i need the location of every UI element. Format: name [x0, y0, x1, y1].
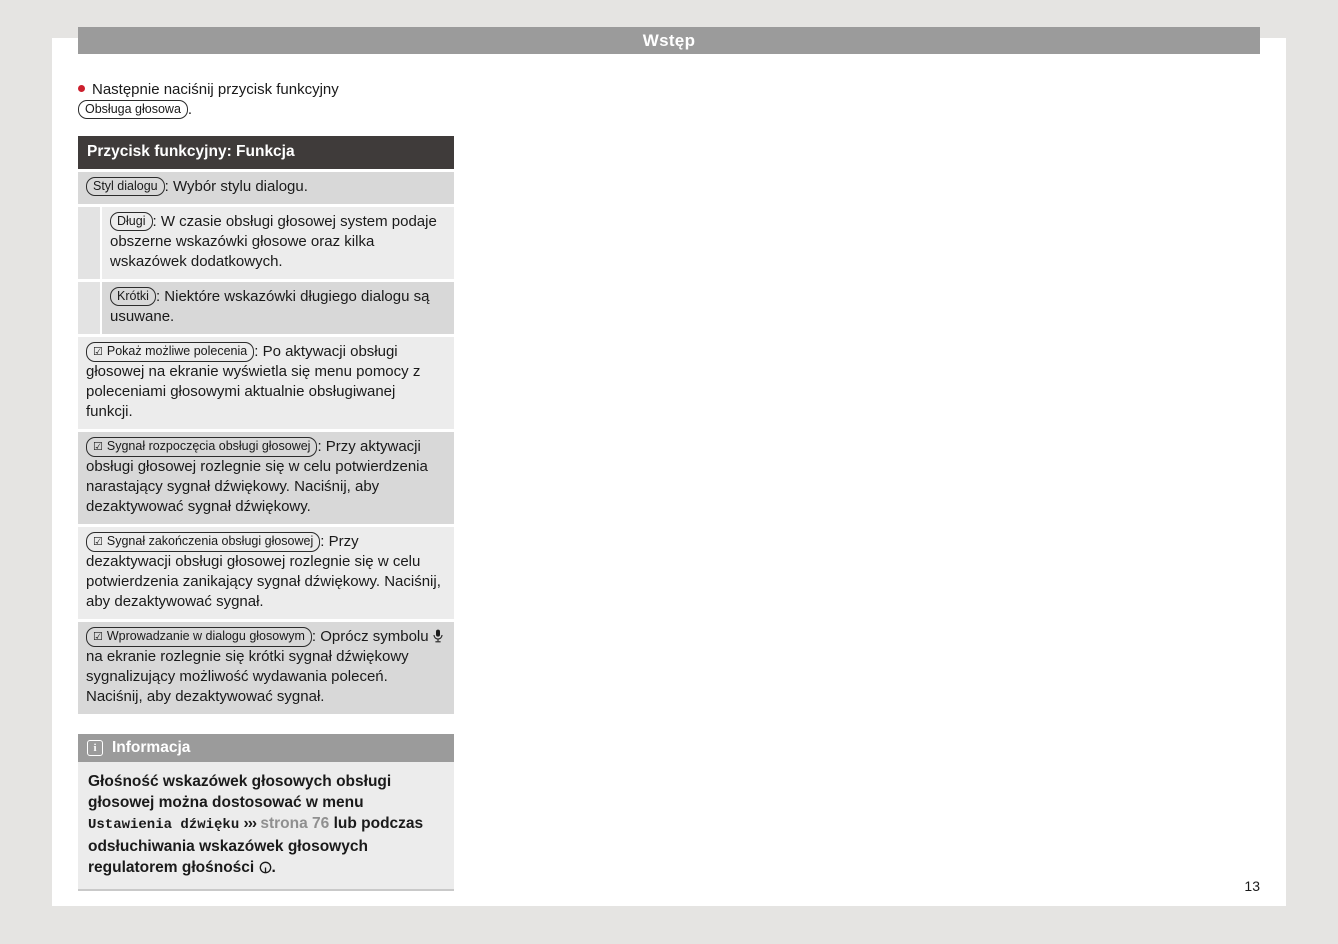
row-content: [78, 527, 454, 619]
table-header: Przycisk funkcyjny: Funkcja: [78, 136, 454, 169]
body-text: : Po aktywacji obsługi głosowej na ekranie wyświetla się menu pomocy z poleceniami głosowymi aktualnie obsługiwanej funkcji.: [86, 343, 421, 420]
menu-path-text: Ustawienia dźwięku: [88, 817, 240, 833]
table-row: [78, 172, 454, 204]
function-button-label: Sygnał rozpoczęcia obsługi głosowej: [106, 439, 311, 453]
row-content: [102, 207, 454, 279]
info-box-title: Informacja: [112, 739, 191, 756]
row-content: [102, 282, 454, 334]
body-text: : Oprócz symbolu: [311, 628, 433, 645]
body-text: : Niektóre wskazówki długiego dialogu są usuwane.: [110, 288, 430, 325]
row-content: [78, 432, 454, 524]
checkbox-function-button[interactable]: [86, 437, 317, 457]
info-box-body: [78, 762, 454, 891]
bullet-icon: [78, 85, 85, 92]
function-button-label: Krótki: [117, 289, 149, 303]
row-indent-cell: [78, 282, 100, 334]
manual-page: [52, 30, 1286, 906]
function-button[interactable]: [86, 177, 165, 196]
table-rows-container: [78, 172, 454, 714]
checkbox-function-button[interactable]: [86, 342, 254, 362]
body-text: lub podczas odsłuchiwania wskazówek głosowych regulatorem głośności: [88, 815, 424, 876]
function-button[interactable]: [110, 212, 153, 231]
checkbox-function-button[interactable]: [86, 627, 312, 647]
page-header-title: Wstęp: [642, 30, 696, 50]
table-row: [78, 207, 454, 279]
info-box: [78, 734, 454, 891]
row-content: [78, 622, 454, 714]
table-row: [78, 432, 454, 524]
intro-instruction: [78, 80, 454, 120]
row-content: [78, 337, 454, 429]
function-button-label: Sygnał zakończenia obsługi głosowej: [106, 534, 314, 548]
function-button-label: Długi: [117, 214, 146, 228]
cross-reference-chevrons: ›››: [243, 815, 257, 832]
function-button-label: Wprowadzanie w dialogu głosowym: [106, 629, 305, 643]
intro-suffix: .: [187, 101, 193, 118]
obsluga-glosowa-button[interactable]: Obsługa głosowa: [78, 100, 188, 119]
function-button-label: Styl dialogu: [93, 179, 158, 193]
info-icon: i: [87, 740, 103, 756]
function-table: [78, 136, 454, 714]
body-text: : Wybór stylu dialogu.: [164, 178, 308, 195]
body-text: : Przy aktywacji obsługi głosowej rozlegnie się w celu potwierdzenia narastający sygnał dźwiękowy. Naciśnij, aby dezaktywować sygnał dźwiękowy.: [86, 438, 428, 515]
page-number: 13: [1244, 878, 1260, 894]
checkbox-function-button[interactable]: [86, 532, 320, 552]
volume-knob-icon: [259, 857, 272, 878]
table-row: [78, 282, 454, 334]
checkbox-checked-icon: ☑: [93, 631, 103, 643]
body-text: Głośność wskazówek głosowych obsługi głosowej można dostosować w menu: [88, 773, 392, 811]
checkbox-checked-icon: ☑: [93, 536, 103, 548]
page-header-bar: [78, 27, 1260, 54]
checkbox-checked-icon: ☑: [93, 441, 103, 453]
row-indent-cell: [78, 207, 100, 279]
body-text: : Przy dezaktywacji obsługi głosowej rozlegnie się w celu potwierdzenia zanikający sygnał dźwiękowy. Naciśnij, aby dezaktywować sygnał.: [86, 533, 441, 610]
page-reference-link[interactable]: strona 76: [260, 815, 330, 832]
table-row: [78, 527, 454, 619]
table-row: [78, 337, 454, 429]
intro-text: Następnie naciśnij przycisk funkcyjny: [92, 81, 339, 98]
table-row: [78, 622, 454, 714]
microphone-icon: [433, 627, 443, 647]
body-text: na ekranie rozlegnie się krótki sygnał dźwiękowy sygnalizujący możliwość wydawania poleceń. Naciśnij, aby dezaktywować sygnał.: [86, 648, 409, 705]
info-box-header: [78, 734, 454, 762]
body-text: .: [271, 859, 276, 876]
checkbox-checked-icon: ☑: [93, 346, 103, 358]
row-content: [78, 172, 454, 204]
content-column: [78, 80, 454, 891]
body-text: : W czasie obsługi głosowej system podaje obszerne wskazówki głosowe oraz kilka wskazówek dodatkowych.: [110, 213, 437, 270]
function-button[interactable]: [110, 287, 156, 306]
function-button-label: Pokaż możliwe polecenia: [106, 344, 248, 358]
